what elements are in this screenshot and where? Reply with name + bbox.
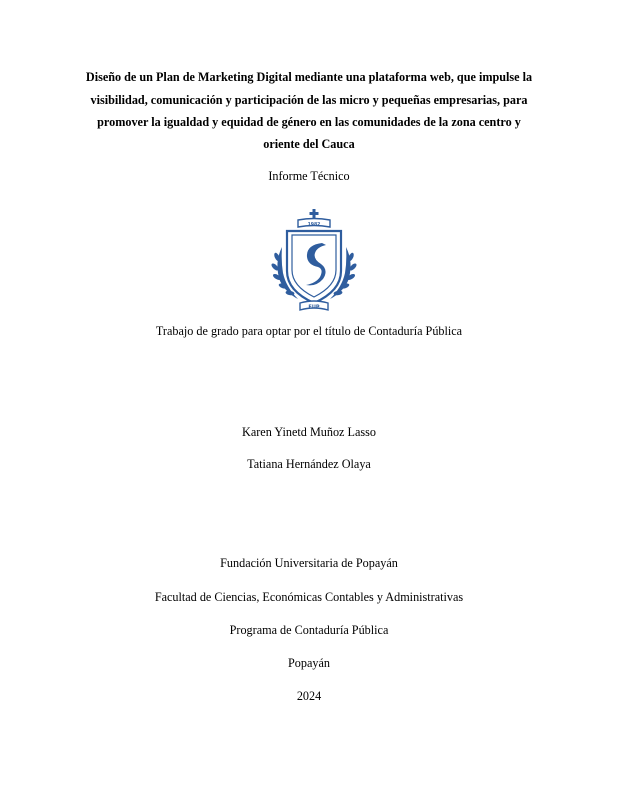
faculty-name: Facultad de Ciencias, Económicas Contables y Administrativas	[154, 590, 464, 604]
year-text: 2024	[296, 689, 322, 703]
document-type: Informe Técnico	[268, 169, 350, 183]
institution-name: Fundación Universitaria de Popayán	[220, 556, 398, 570]
cross-icon	[310, 209, 319, 218]
city-name: Popayán	[288, 656, 330, 670]
title-line-4: oriente del Cauca	[263, 137, 355, 151]
title-line-3: promover la igualdad y equidad de género en las comunidades de la zona centro y	[97, 115, 521, 129]
author-1: Karen Yinetd Muñoz Lasso	[242, 425, 376, 439]
seal-svg	[268, 207, 360, 317]
author-2: Tatiana Hernández Olaya	[247, 457, 371, 471]
title-line-2: visibilidad, comunicación y participación de las micro y pequeñas empresarias, para	[90, 93, 528, 107]
program-name: Programa de Contaduría Pública	[229, 623, 389, 637]
title-line-1: Diseño de un Plan de Marketing Digital mediante una plataforma web, que impulse la	[85, 70, 533, 84]
degree-statement: Trabajo de grado para optar por el título de Contaduría Pública	[155, 324, 463, 338]
seal-acronym-text: FUP	[308, 304, 320, 311]
university-seal-logo	[268, 207, 360, 317]
seal-year-text: 1982	[307, 222, 321, 228]
